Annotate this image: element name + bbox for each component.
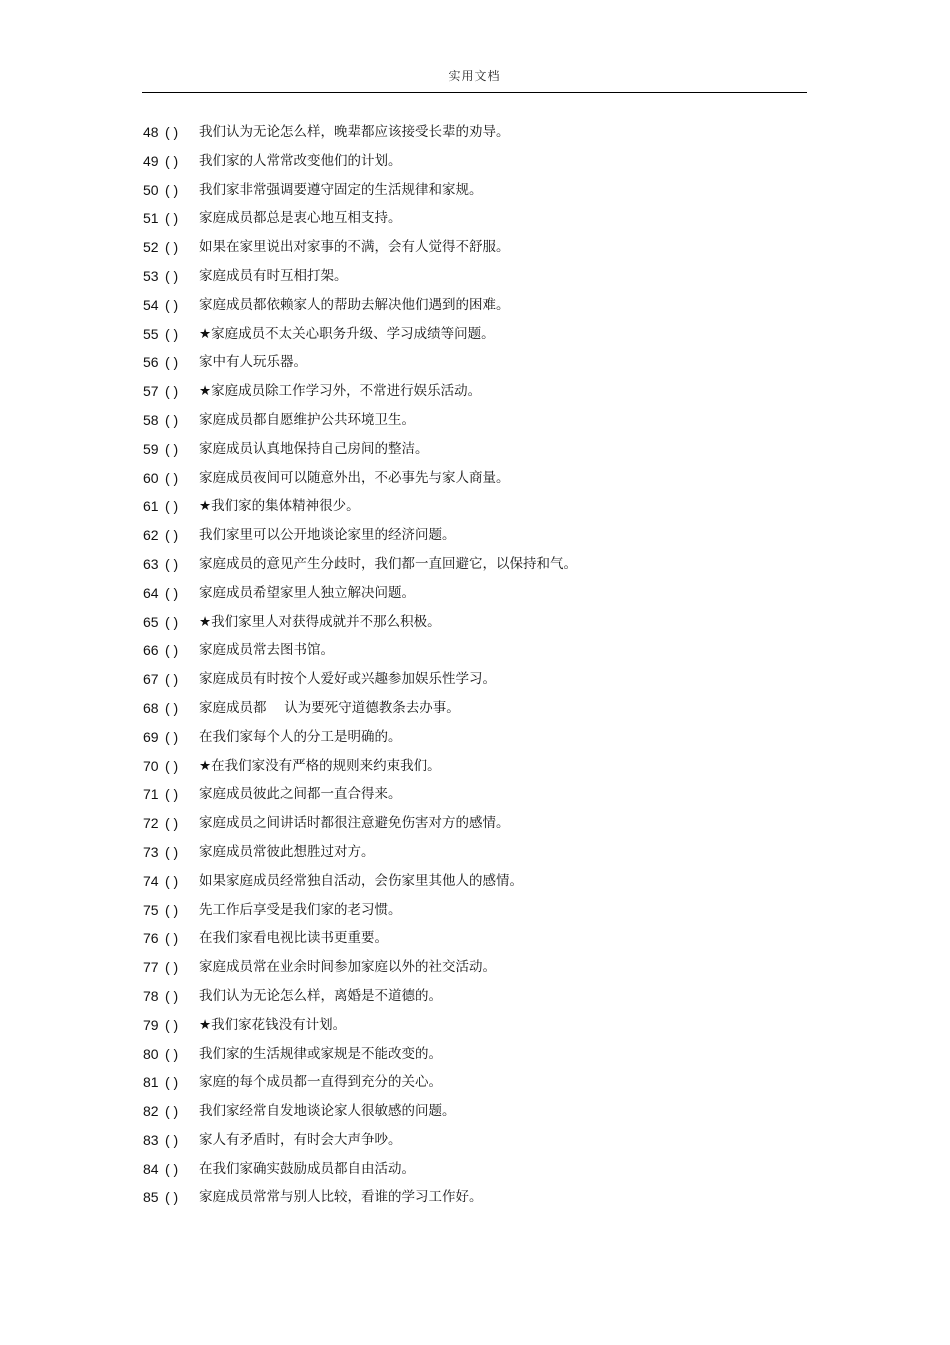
- item-text: 如果家庭成员经常独自活动，会伤家里其他人的感情。: [199, 872, 523, 889]
- item-text: 在我们家确实鼓励成员都自由活动。: [199, 1160, 415, 1177]
- item-number: 53: [143, 267, 159, 284]
- list-item: [143, 1068, 823, 1097]
- item-number: 55: [143, 325, 159, 342]
- answer-blank[interactable]: ( ): [165, 152, 179, 169]
- answer-blank[interactable]: ( ): [165, 383, 179, 400]
- item-number: 64: [143, 584, 159, 601]
- list-item: [143, 320, 823, 349]
- answer-blank[interactable]: ( ): [165, 1103, 179, 1120]
- list-item: [143, 348, 823, 377]
- item-number: 78: [143, 987, 159, 1004]
- item-number: 57: [143, 383, 159, 400]
- list-item: [143, 1155, 823, 1184]
- item-text: 家庭成员的意见产生分歧时，我们都一直回避它，以保持和气。: [199, 555, 577, 572]
- list-item: [143, 406, 823, 435]
- list-item: [143, 492, 823, 521]
- item-text: 家庭成员都 认为要死守道德教条去办事。: [199, 699, 460, 716]
- list-item: [143, 550, 823, 579]
- list-item: [143, 118, 823, 147]
- answer-blank[interactable]: ( ): [165, 1074, 179, 1091]
- list-item: [143, 780, 823, 809]
- item-number: 84: [143, 1160, 159, 1177]
- item-number: 48: [143, 124, 159, 140]
- answer-blank[interactable]: ( ): [165, 930, 179, 947]
- item-number: 76: [143, 930, 159, 947]
- list-item: [143, 636, 823, 665]
- answer-blank[interactable]: ( ): [165, 527, 179, 544]
- item-number: 66: [143, 642, 159, 659]
- list-item: [143, 262, 823, 291]
- item-number: 67: [143, 671, 159, 688]
- item-text: 我们家的人常常改变他们的计划。: [199, 152, 402, 169]
- item-number: 68: [143, 699, 159, 716]
- item-text: 如果在家里说出对家事的不满，会有人觉得不舒服。: [199, 239, 510, 256]
- item-number: 59: [143, 440, 159, 457]
- list-item: [143, 1011, 823, 1040]
- answer-blank[interactable]: ( ): [165, 642, 179, 659]
- list-item: [143, 1040, 823, 1069]
- item-text: 先工作后享受是我们家的老习惯。: [199, 901, 402, 918]
- item-number: 69: [143, 728, 159, 745]
- list-item: [143, 608, 823, 637]
- item-text: 家庭成员认真地保持自己房间的整洁。: [199, 440, 429, 457]
- item-text: 家庭成员都依赖家人的帮助去解决他们遇到的困难。: [199, 296, 510, 313]
- item-text: ★家庭成员除工作学习外，不常进行娱乐活动。: [199, 383, 482, 400]
- answer-blank[interactable]: ( ): [165, 498, 179, 515]
- answer-blank[interactable]: ( ): [165, 872, 179, 889]
- answer-blank[interactable]: ( ): [165, 786, 179, 803]
- list-item: [143, 435, 823, 464]
- item-text: 家人有矛盾时，有时会大声争吵。: [199, 1131, 402, 1148]
- item-text: 家庭成员彼此之间都一直合得来。: [199, 786, 402, 803]
- item-text: 家庭成员常在业余时间参加家庭以外的社交活动。: [199, 959, 496, 976]
- item-text: ★我们家的集体精神很少。: [199, 498, 360, 515]
- list-item: [143, 377, 823, 406]
- list-item: [143, 809, 823, 838]
- list-item: [143, 1097, 823, 1126]
- answer-blank[interactable]: ( ): [165, 210, 179, 227]
- item-text: 家庭成员常去图书馆。: [199, 642, 334, 659]
- item-number: 60: [143, 469, 159, 486]
- answer-blank[interactable]: ( ): [165, 959, 179, 976]
- item-number: 52: [143, 239, 159, 256]
- item-text: 家庭的每个成员都一直得到充分的关心。: [199, 1074, 442, 1091]
- item-number: 72: [143, 815, 159, 832]
- item-number: 75: [143, 901, 159, 918]
- item-number: 51: [143, 210, 159, 227]
- answer-blank[interactable]: ( ): [165, 843, 179, 860]
- item-number: 49: [143, 152, 159, 169]
- item-text: ★在我们家没有严格的规则来约束我们。: [199, 757, 441, 774]
- list-item: [143, 464, 823, 493]
- answer-blank[interactable]: ( ): [165, 613, 179, 630]
- item-text: 家庭成员有时互相打架。: [199, 267, 348, 284]
- list-item: [143, 723, 823, 752]
- answer-blank[interactable]: ( ): [165, 325, 179, 342]
- item-text: 家庭成员之间讲话时都很注意避免伤害对方的感情。: [199, 815, 510, 832]
- questionnaire-list: [143, 118, 823, 1212]
- item-text: 我们家里可以公开地谈论家里的经济问题。: [199, 527, 456, 544]
- answer-blank[interactable]: ( ): [165, 1016, 179, 1033]
- item-number: 58: [143, 411, 159, 428]
- item-text: 家庭成员夜间可以随意外出，不必事先与家人商量。: [199, 469, 510, 486]
- answer-blank[interactable]: ( ): [165, 469, 179, 486]
- answer-blank[interactable]: ( ): [165, 354, 179, 371]
- item-text: 我们认为无论怎么样，离婚是不道德的。: [199, 987, 442, 1004]
- list-item: [143, 694, 823, 723]
- answer-blank[interactable]: ( ): [165, 1131, 179, 1148]
- answer-blank[interactable]: ( ): [165, 584, 179, 601]
- item-number: 74: [143, 872, 159, 889]
- item-number: 85: [143, 1189, 159, 1206]
- list-item: [143, 1183, 823, 1212]
- item-number: 61: [143, 498, 159, 515]
- answer-blank[interactable]: ( ): [165, 124, 179, 140]
- item-number: 79: [143, 1016, 159, 1033]
- item-text: 家庭成员常彼此想胜过对方。: [199, 843, 375, 860]
- item-text: 家庭成员有时按个人爱好或兴趣参加娱乐性学习。: [199, 671, 496, 688]
- answer-blank[interactable]: ( ): [165, 296, 179, 313]
- list-item: [143, 924, 823, 953]
- item-text: 我们认为无论怎么样，晚辈都应该接受长辈的劝导。: [199, 124, 510, 140]
- list-item: [143, 665, 823, 694]
- answer-blank[interactable]: ( ): [165, 671, 179, 688]
- answer-blank[interactable]: ( ): [165, 901, 179, 918]
- item-text: 我们家非常强调要遵守固定的生活规律和家规。: [199, 181, 483, 198]
- item-text: 在我们家看电视比读书更重要。: [199, 930, 388, 947]
- answer-blank[interactable]: ( ): [165, 411, 179, 428]
- item-number: 83: [143, 1131, 159, 1148]
- answer-blank[interactable]: ( ): [165, 267, 179, 284]
- item-text: 家庭成员都总是衷心地互相支持。: [199, 210, 402, 227]
- list-item: [143, 176, 823, 205]
- answer-blank[interactable]: ( ): [165, 728, 179, 745]
- list-item: [143, 838, 823, 867]
- answer-blank[interactable]: ( ): [165, 815, 179, 832]
- list-item: [143, 233, 823, 262]
- answer-blank[interactable]: ( ): [165, 239, 179, 256]
- item-text: 在我们家每个人的分工是明确的。: [199, 728, 402, 745]
- item-text: 家中有人玩乐器。: [199, 354, 307, 371]
- list-item: [143, 867, 823, 896]
- answer-blank[interactable]: ( ): [165, 555, 179, 572]
- list-item: [143, 1126, 823, 1155]
- item-number: 77: [143, 959, 159, 976]
- list-item: [143, 982, 823, 1011]
- item-number: 62: [143, 527, 159, 544]
- item-number: 71: [143, 786, 159, 803]
- list-item: [143, 752, 823, 781]
- header-title: 实用文档: [448, 69, 501, 83]
- answer-blank[interactable]: ( ): [165, 757, 179, 774]
- list-item: [143, 291, 823, 320]
- item-number: 81: [143, 1074, 159, 1091]
- item-text: ★我们家花钱没有计划。: [199, 1016, 347, 1033]
- page-header: [142, 66, 807, 93]
- item-number: 63: [143, 555, 159, 572]
- list-item: [143, 147, 823, 176]
- item-text: 我们家经常自发地谈论家人很敏感的问题。: [199, 1103, 456, 1120]
- list-item: [143, 579, 823, 608]
- list-item: [143, 204, 823, 233]
- answer-blank[interactable]: ( ): [165, 1045, 179, 1062]
- item-text: ★家庭成员不太关心职务升级、学习成绩等问题。: [199, 325, 495, 342]
- item-text: 家庭成员常常与别人比较，看谁的学习工作好。: [199, 1189, 483, 1206]
- item-number: 70: [143, 757, 159, 774]
- answer-blank[interactable]: ( ): [165, 181, 179, 198]
- answer-blank[interactable]: ( ): [165, 699, 179, 716]
- answer-blank[interactable]: ( ): [165, 1160, 179, 1177]
- list-item: [143, 521, 823, 550]
- list-item: [143, 953, 823, 982]
- item-text: ★我们家里人对获得成就并不那么积极。: [199, 613, 441, 630]
- item-text: 家庭成员希望家里人独立解决问题。: [199, 584, 415, 601]
- item-number: 80: [143, 1045, 159, 1062]
- item-number: 56: [143, 354, 159, 371]
- item-text: 我们家的生活规律或家规是不能改变的。: [199, 1045, 442, 1062]
- item-number: 82: [143, 1103, 159, 1120]
- answer-blank[interactable]: ( ): [165, 1189, 179, 1206]
- item-number: 73: [143, 843, 159, 860]
- item-text: 家庭成员都自愿维护公共环境卫生。: [199, 411, 415, 428]
- answer-blank[interactable]: ( ): [165, 987, 179, 1004]
- item-number: 65: [143, 613, 159, 630]
- item-number: 54: [143, 296, 159, 313]
- item-number: 50: [143, 181, 159, 198]
- list-item: [143, 896, 823, 925]
- answer-blank[interactable]: ( ): [165, 440, 179, 457]
